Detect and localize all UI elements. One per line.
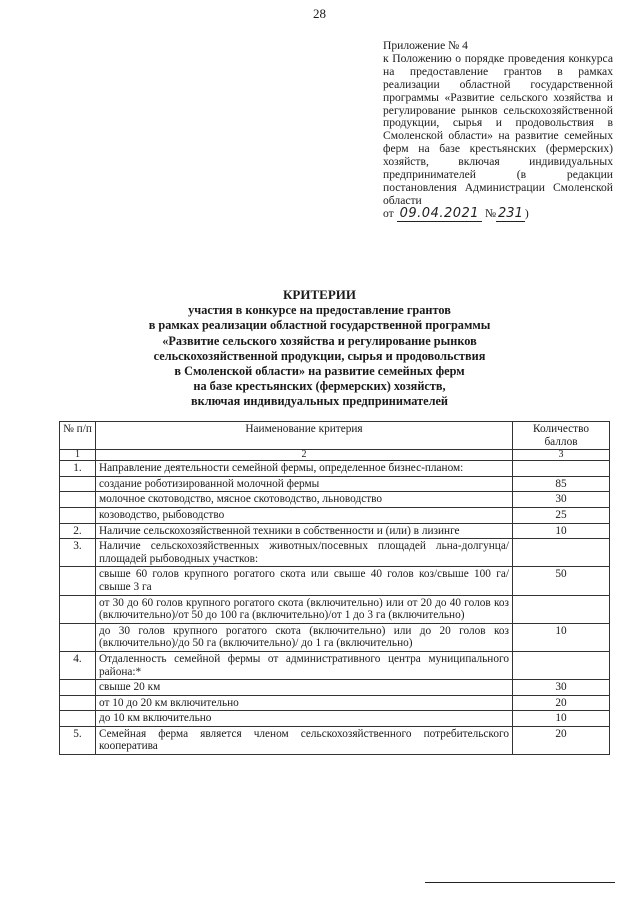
appendix-body: к Положению о порядке проведения конкурса на предоставление грантов в рамках реализации областной государственной программы «Развитие сельского хозяйства и регулирование рынков сельскохозяйственной продукции, сырья и продовольствия в Смоленской области» на развитие семейных ферм на базе крестьянских (фермерских) хозяйств, включая индивидуальных предпринимателей (в редакции постановления Администрации Смоленской области xyxy=(383,51,613,207)
index-cell: 2 xyxy=(96,450,513,461)
table-row xyxy=(60,539,610,567)
row-num: 3. xyxy=(60,539,96,567)
row-score: 30 xyxy=(513,492,610,508)
table-row xyxy=(60,461,610,477)
row-num xyxy=(60,595,96,623)
row-text: Наличие сельскохозяйственных животных/посевных площадей льна-долгунца/площадей рыбоводных участков: xyxy=(96,539,513,567)
row-num: 1. xyxy=(60,461,96,477)
row-text: до 10 км включительно xyxy=(96,711,513,727)
table-row xyxy=(60,726,610,754)
row-score: 25 xyxy=(513,507,610,523)
table-header-row xyxy=(60,422,610,450)
header-num: № п/п xyxy=(60,422,96,450)
table-row xyxy=(60,492,610,508)
row-score xyxy=(513,461,610,477)
row-score: 10 xyxy=(513,623,610,651)
table-row xyxy=(60,595,610,623)
row-score: 85 xyxy=(513,476,610,492)
row-score: 20 xyxy=(513,695,610,711)
closing-paren: ) xyxy=(524,206,529,220)
row-num xyxy=(60,567,96,595)
row-text: Наличие сельскохозяйственной техники в собственности и (или) в лизинге xyxy=(96,523,513,539)
appendix-title: Приложение № 4 xyxy=(383,39,468,52)
row-num xyxy=(60,476,96,492)
table-row xyxy=(60,711,610,727)
heading-line: в рамках реализации областной государственной программы xyxy=(148,318,491,333)
row-num xyxy=(60,695,96,711)
row-num: 5. xyxy=(60,726,96,754)
page-bottom-rule xyxy=(425,882,615,883)
row-num: 2. xyxy=(60,523,96,539)
table-row xyxy=(60,507,610,523)
row-num: 4. xyxy=(60,651,96,679)
criteria-table xyxy=(59,421,610,755)
heading-line: на базе крестьянских (фермерских) хозяйств, xyxy=(193,379,446,394)
index-cell: 3 xyxy=(513,450,610,461)
table-index-row xyxy=(60,450,610,461)
heading-line: сельскохозяйственной продукции, сырья и продовольствия xyxy=(153,348,486,363)
row-num xyxy=(60,507,96,523)
handwritten-number: 231 xyxy=(498,205,523,221)
document-heading xyxy=(0,287,639,410)
from-label: от xyxy=(383,206,394,220)
row-text: до 30 голов крупного рогатого скота (включительно) или до 20 голов коз (включительно)/до 50 га (включительно)/ до 1 га (включительно) xyxy=(96,623,513,651)
handwritten-date: 09.04.2021 xyxy=(397,206,482,222)
row-text: от 10 до 20 км включительно xyxy=(96,695,513,711)
row-text: свыше 20 км xyxy=(96,680,513,696)
row-score xyxy=(513,595,610,623)
row-text: от 30 до 60 голов крупного рогатого скота (включительно) или от 20 до 40 голов коз (включительно)/от 50 до 100 га (включительно)/от 1 до 3 га (включительно) xyxy=(96,595,513,623)
row-score xyxy=(513,539,610,567)
row-score: 30 xyxy=(513,680,610,696)
table-row xyxy=(60,695,610,711)
table-row xyxy=(60,523,610,539)
row-text: свыше 60 голов крупного рогатого скота или свыше 40 голов коз/свыше 100 га/свыше 3 га xyxy=(96,567,513,595)
heading-line: в Смоленской области» на развитие семейных ферм xyxy=(174,364,465,379)
page-number: 28 xyxy=(313,6,326,21)
table-row xyxy=(60,567,610,595)
index-cell: 1 xyxy=(60,450,96,461)
row-score: 20 xyxy=(513,726,610,754)
row-text: козоводство, рыбоводство xyxy=(96,507,513,523)
header-name: Наименование критерия xyxy=(96,422,513,450)
row-score xyxy=(513,651,610,679)
appendix-signature-line xyxy=(383,205,613,221)
appendix-block xyxy=(383,40,613,221)
heading-line: участия в конкурсе на предоставление грантов xyxy=(188,303,451,318)
row-num xyxy=(60,492,96,508)
row-num xyxy=(60,623,96,651)
heading-line: включая индивидуальных предпринимателей xyxy=(190,394,449,409)
row-text: Отдаленность семейной фермы от административного центра муниципального района:* xyxy=(96,651,513,679)
row-num xyxy=(60,711,96,727)
number-label: № xyxy=(484,206,497,220)
heading-title: КРИТЕРИИ xyxy=(283,287,356,302)
table-row xyxy=(60,476,610,492)
row-text: Семейная ферма является членом сельскохозяйственного потребительского кооператива xyxy=(96,726,513,754)
row-score: 50 xyxy=(513,567,610,595)
row-text: Направление деятельности семейной фермы, определенное бизнес-планом: xyxy=(96,461,513,477)
row-text: создание роботизированной молочной фермы xyxy=(96,476,513,492)
row-score: 10 xyxy=(513,523,610,539)
row-num xyxy=(60,680,96,696)
table-row xyxy=(60,651,610,679)
heading-line: «Развитие сельского хозяйства и регулирование рынков xyxy=(162,333,477,348)
table-row xyxy=(60,623,610,651)
row-text: молочное скотоводство, мясное скотоводство, льноводство xyxy=(96,492,513,508)
row-score: 10 xyxy=(513,711,610,727)
table-row xyxy=(60,680,610,696)
header-score: Количество баллов xyxy=(513,422,610,450)
